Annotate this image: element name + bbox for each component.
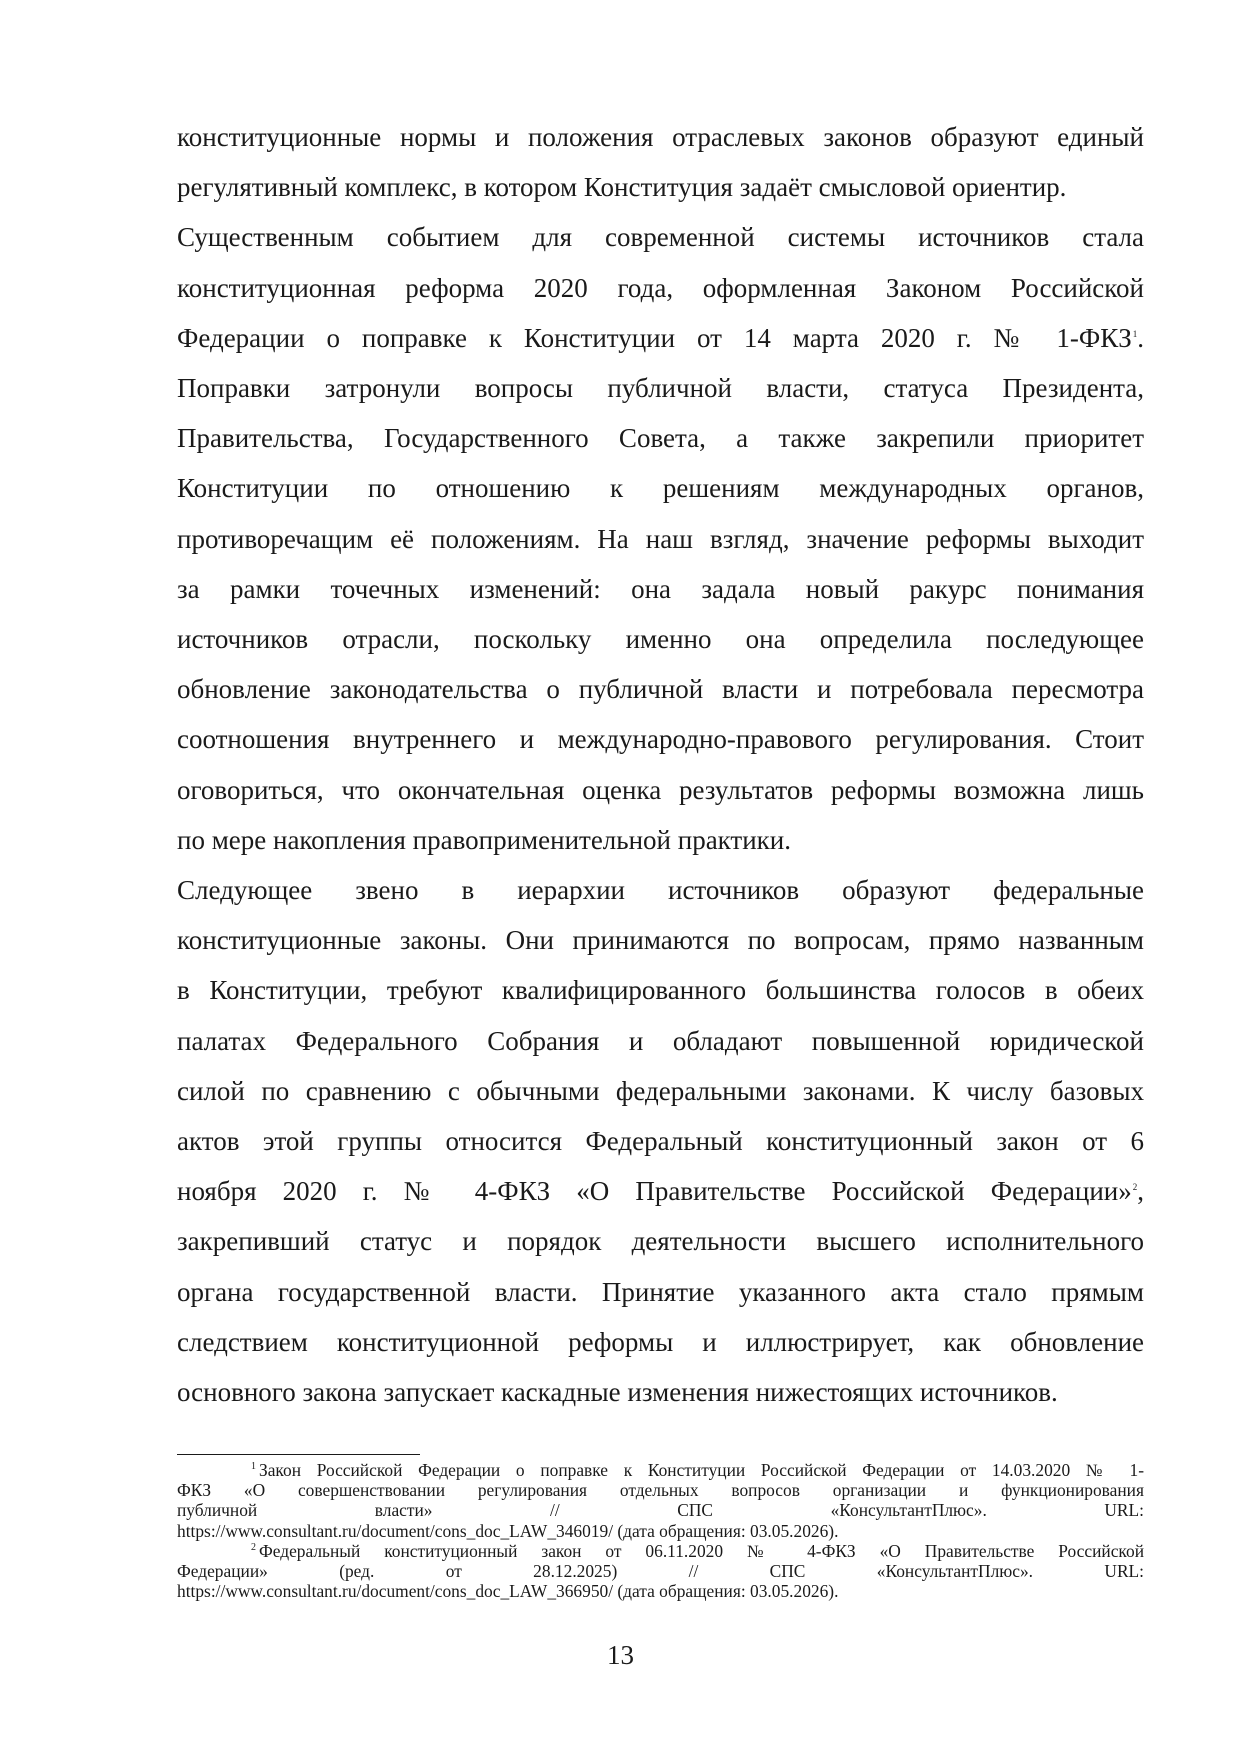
footnote-line: Федерации» (ред. от 28.12.2025) // СПС «КонсультантПлюс». URL: <box>177 1561 1144 1582</box>
paragraph-1 <box>177 112 1144 212</box>
text-line: Конституции по отношению к решениям международных органов, <box>177 473 1144 504</box>
footnotes <box>177 1460 1144 1601</box>
text-line: Существенным событием для современной системы источников стала <box>177 222 1144 253</box>
footnote-url-line[interactable]: https://www.consultant.ru/document/cons_doc_LAW_366950/ (дата обращения: 03.05.2026). <box>177 1581 839 1602</box>
text-line: в Конституции, требуют квалифицированного большинства голосов в обеих <box>177 975 1144 1006</box>
text-line: оговориться, что окончательная оценка результатов реформы возможна лишь <box>177 774 1144 805</box>
text-line: силой по сравнению с обычными федеральными законами. К числу базовых <box>177 1075 1144 1106</box>
text-line: основного закона запускает каскадные изменения нижестоящих источников. <box>177 1377 1058 1408</box>
footnote-ref-punctuation: . <box>1137 322 1144 353</box>
footnote-mark: 2 <box>251 1541 256 1553</box>
footnote-1 <box>177 1460 1144 1541</box>
footnote-separator <box>177 1454 420 1455</box>
footnote-mark: 1 <box>251 1461 256 1472</box>
footnote-text: Федеральный конституционный закон от 06.11.2020 № 4-ФКЗ «О Правительстве Российской <box>259 1540 1144 1561</box>
footnote-line: публичной власти» // СПС «КонсультантПлюс». URL: <box>177 1500 1144 1521</box>
text-line: источников отрасли, поскольку именно она определила последующее <box>177 624 1144 655</box>
text-line: Следующее звено в иерархии источников образуют федеральные <box>177 875 1144 906</box>
page-number: 13 <box>607 1640 634 1670</box>
text-fragment: ноября 2020 г. № 4-ФКЗ «О Правительстве Российской Федерации» <box>177 1176 1132 1207</box>
text-line: закрепивший статус и порядок деятельности высшего исполнительного <box>177 1226 1144 1257</box>
footnote-reference[interactable]: 2 <box>1132 1182 1138 1193</box>
text-line: конституционная реформа 2020 года, оформленная Законом Российской <box>177 272 1144 303</box>
footnote-url-line[interactable]: https://www.consultant.ru/document/cons_doc_LAW_346019/ (дата обращения: 03.05.2026). <box>177 1520 839 1541</box>
footnote-reference[interactable]: 1 <box>1132 328 1138 339</box>
text-line: конституционные нормы и положения отраслевых законов образуют единый <box>177 122 1144 152</box>
footnote-line: ФКЗ «О совершенствовании регулирования отдельных вопросов организации и функционирования <box>177 1480 1144 1501</box>
text-line: по мере накопления правоприменительной практики. <box>177 824 791 855</box>
text-line: Поправки затронули вопросы публичной власти, статуса Президента, <box>177 373 1144 404</box>
text-line: актов этой группы относится Федеральный конституционный закон от 6 <box>177 1126 1144 1157</box>
footnote-line <box>177 1460 1144 1480</box>
text-line: за рамки точечных изменений: она задала новый ракурс понимания <box>177 573 1144 604</box>
text-line: Правительства, Государственного Совета, а также закрепили приоритет <box>177 423 1144 454</box>
text-line: конституционные законы. Они принимаются по вопросам, прямо названным <box>177 925 1144 956</box>
footnote-line <box>177 1541 1144 1561</box>
text-line: соотношения внутреннего и международно-правового регулирования. Стоит <box>177 724 1144 755</box>
text-line: палатах Федерального Собрания и обладают повышенной юридической <box>177 1025 1144 1056</box>
footnote-ref-punctuation: , <box>1137 1176 1144 1207</box>
body-text <box>177 112 1144 1417</box>
text-line: регулятивный комплекс, в котором Конституция задаёт смысловой ориентир. <box>177 172 1067 203</box>
text-fragment: Федерации о поправке к Конституции от 14 марта 2020 г. № 1-ФКЗ <box>177 322 1132 353</box>
text-line-with-footnote <box>177 1166 1144 1216</box>
paragraph-2 <box>177 212 1144 865</box>
paragraph-3 <box>177 865 1144 1417</box>
text-line: обновление законодательства о публичной власти и потребовала пересмотра <box>177 674 1144 705</box>
text-line-with-footnote <box>177 313 1144 363</box>
text-line: органа государственной власти. Принятие указанного акта стало прямым <box>177 1276 1144 1307</box>
text-line: следствием конституционной реформы и иллюстрирует, как обновление <box>177 1326 1144 1357</box>
footnote-text: Закон Российской Федерации о поправке к Конституции Российской Федерации от 14.03.2020 № 1- <box>259 1460 1144 1480</box>
text-line: противоречащим её положениям. На наш взгляд, значение реформы выходит <box>177 523 1144 554</box>
footnote-2 <box>177 1541 1144 1602</box>
